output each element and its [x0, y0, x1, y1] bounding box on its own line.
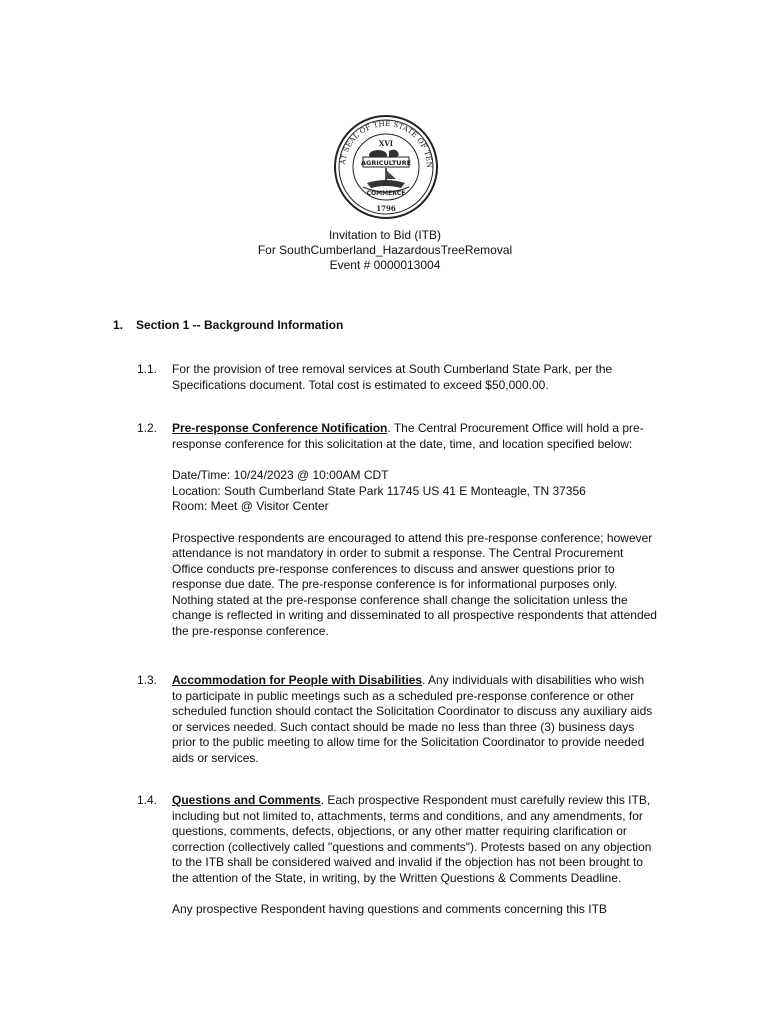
paragraph-text: Date/Time: 10/24/2023 @ 10:00AM CDT Location: South Cumberland State Park 11745 US 41 E Monteagle, TN 37356 Room: Meet @ Visitor Center: [172, 468, 586, 513]
document-title: Invitation to Bid (ITB): [328, 228, 442, 242]
item-paragraph: [172, 793, 657, 886]
seal-top-text: AT SEAL OF THE STATE OF TEN: [338, 118, 435, 169]
seal-roman: XVI: [378, 139, 394, 148]
paragraph-text: Any prospective Respondent having questions and comments concerning this ITB: [172, 902, 607, 916]
document-subtitle: For SouthCumberland_HazardousTreeRemoval: [257, 243, 513, 257]
seal-commerce: COMMERCE: [366, 190, 406, 197]
item-1-2: [137, 421, 657, 639]
conference-details: [172, 468, 657, 515]
heading-pre-response-conference: Pre-response Conference Notification: [172, 421, 388, 435]
heading-questions-comments: Questions and Comments: [172, 793, 321, 807]
section-title: Section 1 -- Background Information: [136, 318, 344, 332]
item-paragraph: [172, 902, 657, 918]
item-paragraph: [172, 531, 657, 640]
item-number: 1.4.: [137, 793, 158, 807]
paragraph-text: Prospective respondents are encouraged to attend this pre-response conference; however attendance is not mandatory in order to submit a response. The Central Procurement Office conducts pre-response conferences to discuss and answer questions prior to response due date. The pre-response conference is for informational purposes only. Nothing stated at the pre-response conference shall change the solicitation unless the change is reflected in writing and disseminated to all prospective respondents that attended the pre-response conference.: [172, 530, 657, 638]
item-1-1: [137, 362, 657, 393]
paragraph-text: . Any individuals with disabilities who wish to participate in public meetings such as a scheduled pre-response conference or other scheduled function should contact the Solicitation Coordinator to discuss any auxiliary aids or services needed. Such contact should be made no less than three (3) business days prior to the public meeting to allow time for the Solicitation Coordinator to provide needed aids or services.: [172, 673, 653, 765]
section-number: 1.: [113, 318, 124, 332]
item-number: 1.1.: [137, 362, 158, 376]
paragraph-text: . Each prospective Respondent must carefully review this ITB, including but not limited to, attachments, terms and conditions, and any amendments, for questions, comments, defects, objections, or any other matter requiring clarification or correction (collectively called "questions and comments"). Protests based on any objection to the ITB shall be considered waived and invalid if the objection has not been brought to the attention of the State, in writing, by the Written Questions & Comments Deadline.: [172, 793, 652, 885]
item-number: 1.2.: [137, 421, 158, 435]
state-seal-logo: [333, 113, 439, 221]
paragraph-text: For the provision of tree removal services at South Cumberland State Park, per the Specifications document. Total cost is estimated to exceed $50,000.00.: [172, 362, 613, 392]
event-number: Event # 0000013004: [329, 258, 441, 272]
item-1-4: [137, 793, 657, 918]
item-1-3: [137, 673, 657, 766]
paragraph-text: . The Central Procurement Office will hold a pre-response conference for this solicitation at the date, time, and location specified below:: [172, 421, 644, 451]
item-paragraph: [172, 421, 657, 452]
seal-year: 1796: [376, 204, 396, 213]
item-paragraph: [172, 362, 657, 393]
heading-accommodation: Accommodation for People with Disabilities: [172, 673, 423, 687]
item-number: 1.3.: [137, 673, 158, 687]
section-heading: [113, 318, 343, 333]
item-paragraph: [172, 673, 657, 766]
seal-agriculture: AGRICULTURE: [360, 159, 412, 167]
